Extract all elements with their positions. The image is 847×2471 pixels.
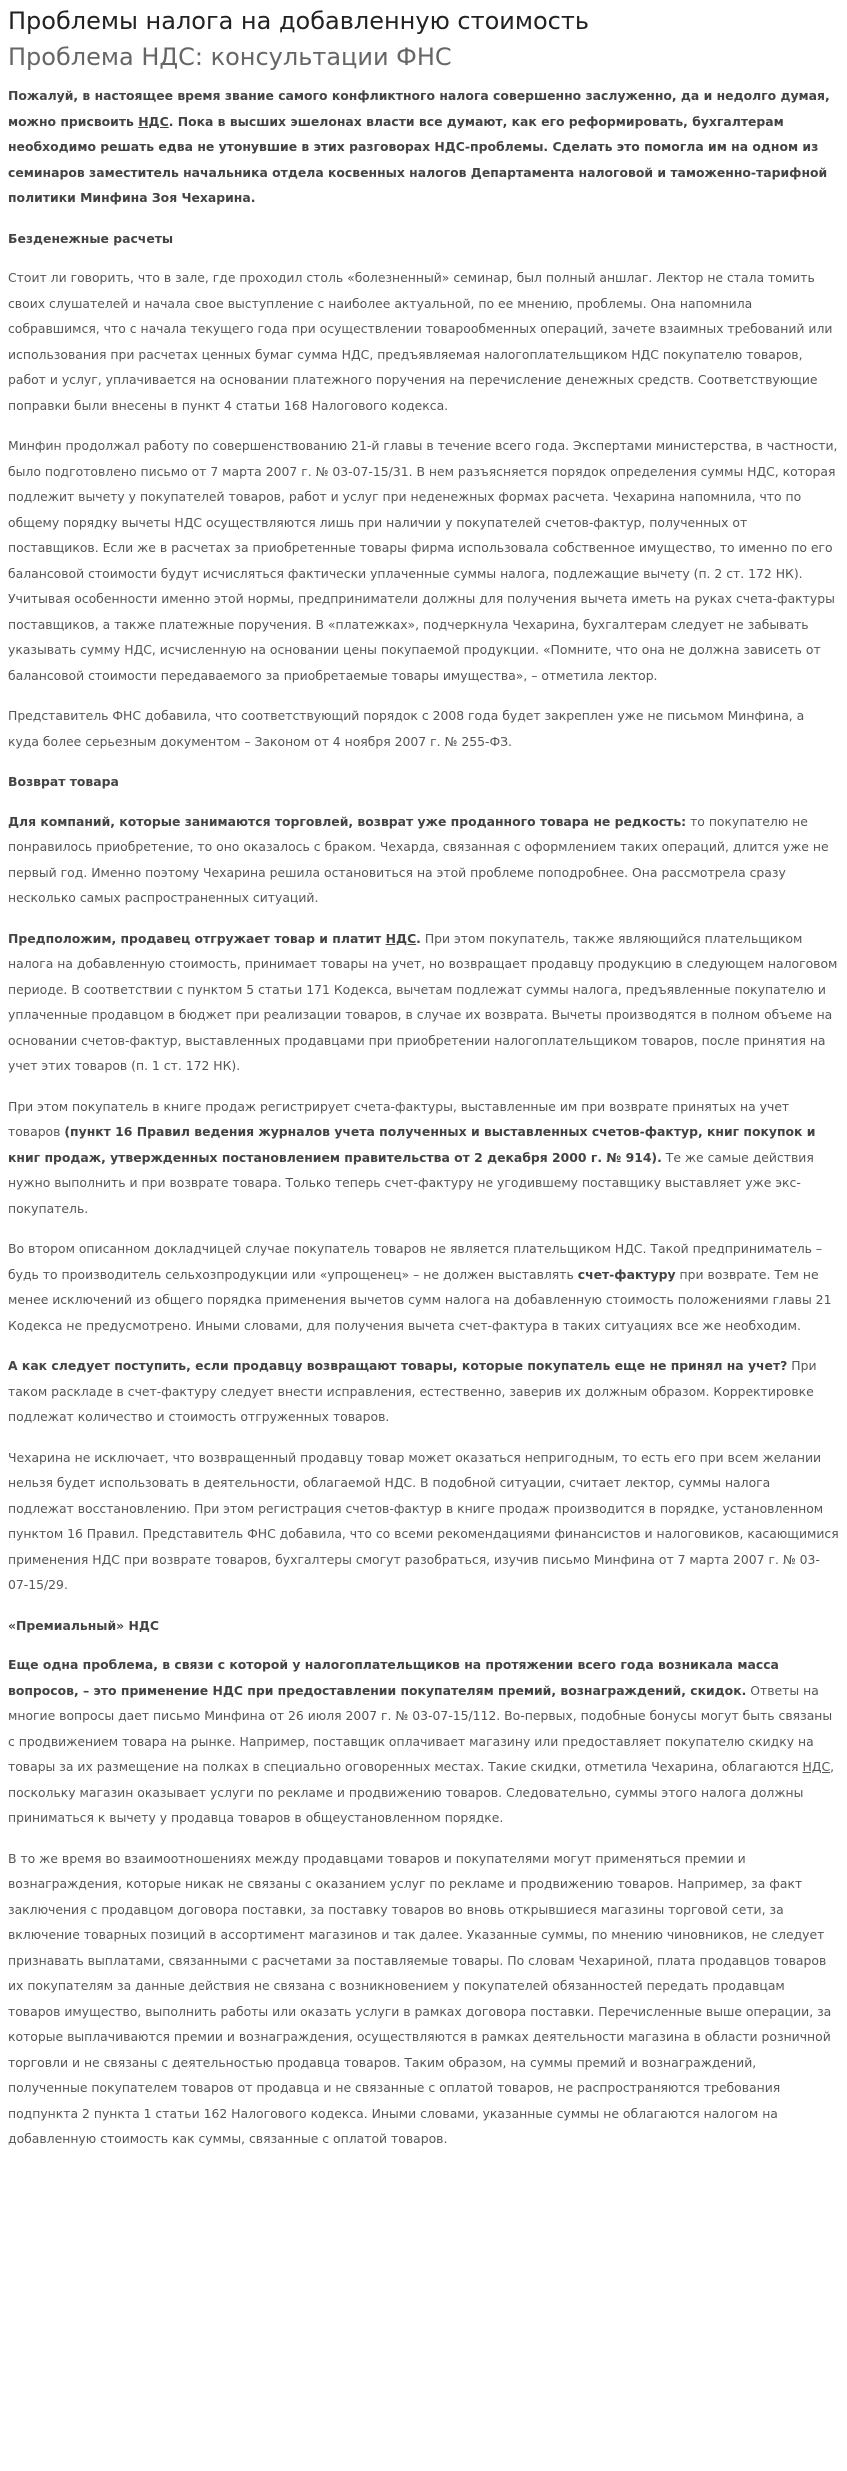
page-title: Проблемы налога на добавленную стоимость (8, 7, 589, 35)
page-subtitle: Проблема НДС: консультации ФНС (8, 43, 452, 71)
section-heading-return: Возврат товара (8, 774, 119, 789)
section-heading-cashless: Безденежные расчеты (8, 230, 174, 246)
paragraph-6-text-1: При этом покупатель в книге продаж регистрирует счета-фактуры, выставленные им при возврате принятых на учет товаров (8, 1098, 790, 1139)
paragraph-7-bold: счет-фактуру (577, 1266, 676, 1282)
paragraph-8 (8, 1353, 839, 1430)
paragraph-1: Стоит ли говорить, что в зале, где проходил столь «болезненный» семинар, был полный аншлаг. Лектор не стала томить своих слушателей и начала свое выступление с наиболее актуальной, по ее мнению, проблемы. Она напомнила собравшимся, что с начала текущего года при осуществлении товарообменных операций, зачете взаимных требований или использования при расчетах ценных бумаг сумма НДС, предъявляемая налогоплательщиком НДС покупателю товаров, работ и услуг, уплачивается на основании платежного поручения на перечисление денежных средств. Соответствующие поправки были внесены в пункт 4 статьи 168 Налогового кодекса. (8, 270, 833, 413)
paragraph-11: В то же время во взаимоотношениях между продавцами товаров и покупателями могут применяться премии и вознаграждения, которые никак не связаны с оказанием услуг по рекламе и продвижению товаров. Например, за факт заключения с продавцом договора поставки, за поставку товаров во вновь открывшиеся магазины торговой сети, за включение товарных позиций в ассортимент магазинов и так далее. Указанные суммы, по мнению чиновников, не следует признавать выплатами, связанными с расчетами за поставляемые товары. По словам Чехариной, плата продавцов товаров их покупателям за данные действия не связана с возникновением у покупателей обязанностей передать продавцам товаров имущество, выполнить работы или оказать услуги в рамках договора поставки. Перечисленные выше операции, за которые выплачиваются премии и вознаграждения, осуществляются в рамках деятельности магазина в области розничной торговли и не связаны с деятельностью продавца товаров. Таким образом, на суммы премий и вознаграждений, полученные покупателем товаров от продавца и не связанные с оплатой товаров, не распространяются требования подпункта 2 пункта 1 статьи 162 Налогового кодекса. Иными словами, указанные суммы не облагаются налогом на добавленную стоимость как суммы, связанные с оплатой товаров. (8, 1850, 832, 2146)
paragraph-8-bold: А как следует поступить, если продавцу возвращают товары, которые покупатель еще не принял на учет? (8, 1358, 788, 1373)
vat-term: НДС (802, 1759, 831, 1774)
lead-paragraph (8, 83, 839, 211)
section-heading-bonus: «Премиальный» НДС (8, 1617, 159, 1633)
paragraph-10 (8, 1652, 839, 1831)
paragraph-6-text-2: Те же самые действия нужно выполнить и при возврате товара. Только теперь счет-фактуру не угодившему поставщику выставляет уже экс-покупатель. (8, 1149, 814, 1216)
paragraph-7-text-2: при возврате. Тем не менее исключений из общего порядка применения вычетов сумм налога на добавленную стоимость положениями главы 21 Кодекса не предусмотрено. Иными словами, для получения вычета счет-фактура в таких ситуациях все же необходим. (8, 1266, 832, 1333)
paragraph-6 (8, 1094, 839, 1222)
paragraph-5-bold-end: . (416, 930, 421, 946)
vat-term: НДС (138, 113, 169, 129)
paragraph-3: Представитель ФНС добавила, что соответствующий порядок с 2008 года будет закреплен уже не письмом Минфина, а куда более серьезным документом – Законом от 4 ноября 2007 г. № 255-ФЗ. (8, 708, 805, 749)
paragraph-9: Чехарина не исключает, что возвращенный продавцу товар может оказаться непригодным, то есть его при всем желании нельзя будет использовать в деятельности, облагаемой НДС. В подобной ситуации, считает лектор, суммы налога подлежат восстановлению. При этом регистрация счетов-фактур в книге продаж производится в порядке, установленном пунктом 16 Правил. Представитель ФНС добавила, что со всеми рекомендациями финансистов и налоговиков, касающимися применения НДС при возврате товаров, бухгалтеры смогут разобраться, изучив письмо Минфина от 7 марта 2007 г. № 03-07-15/29. (8, 1449, 839, 1592)
paragraph-4-text: то покупателю не понравилось приобретение, то оно оказалось с браком. Чехарда, связанная с оформлением таких операций, длится уже не первый год. Именно поэтому Чехарина решила остановиться на этой проблеме поподробнее. Она рассмотрела сразу несколько самых распространенных ситуаций. (8, 813, 829, 905)
lead-text-2: . Пока в высших эшелонах власти все думают, как его реформировать, бухгалтерам необходимо решать едва не утонувшие в этих разговорах НДС-проблемы. Сделать это помогла им на одном из семинаров заместитель начальника отдела косвенных налогов Департамента налоговой и таможенно-тарифной политики Минфина Зоя Чехарина. (8, 113, 828, 205)
paragraph-10-text-1: Ответы на многие вопросы дает письмо Минфина от 26 июля 2007 г. № 03-07-15/112. Во-первых, подобные бонусы могут быть связаны с продвижением товара на рынке. Например, поставщик оплачивает магазину или предоставляет покупателю скидку на товары за их размещение на полках в специально оговоренных местах. Такие скидки, отметила Чехарина, облагаются (8, 1682, 833, 1774)
paragraph-10-text-2: , поскольку магазин оказывает услуги по рекламе и продвижению товаров. Следовательно, суммы этого налога должны приниматься к вычету у продавца товаров в общеустановленном порядке. (8, 1759, 835, 1825)
lead-text-1: Пожалуй, в настоящее время звание самого конфликтного налога совершенно заслуженно, да и недолго думая, можно присвоить (8, 88, 830, 129)
paragraph-5 (8, 926, 839, 1079)
paragraph-2: Минфин продолжал работу по совершенствованию 21-й главы в течение всего года. Экспертами министерства, в частности, было подготовлено письмо от 7 марта 2007 г. № 03-07-15/31. В нем разъясняется порядок определения суммы НДС, которая подлежит вычету у покупателей товаров, работ и услуг при неденежных формах расчета. Чехарина напомнила, что по общему порядку вычеты НДС осуществляются лишь при наличии у покупателей счетов-фактур, полученных от поставщиков. Если же в расчетах за приобретенные товары фирма использовала собственное имущество, то именно по его балансовой стоимости будут исчисляться фактически уплаченные суммы налога, подлежащие вычету (п. 2 ст. 172 НК). Учитывая особенности именно этой нормы, предприниматели должны для получения вычета иметь на руках счета-фактуры поставщиков, а также платежные поручения. В «платежках», подчеркнула Чехарина, бухгалтерам следует не забывать указывать сумму НДС, исчисленную на основании цены покупаемой продукции. «Помните, что она не должна зависеть от балансовой стоимости передаваемого за приобретаемые товары имущества», – отметила лектор. (8, 438, 838, 683)
paragraph-6-bold: (пункт 16 Правил ведения журналов учета полученных и выставленных счетов-фактур, книг покупок и книг продаж, утвержденных постановлением правительства от 2 декабря 2000 г. № 914). (8, 1124, 816, 1165)
vat-term: НДС (385, 930, 417, 946)
paragraph-5-bold: Предположим, продавец отгружает товар и платит (8, 930, 386, 946)
paragraph-5-text: При этом покупатель, также являющийся плательщиком налога на добавленную стоимость, принимает товары на учет, но возвращает продавцу продукцию в следующем налоговом периоде. В соответствии с пунктом 5 статьи 171 Кодекса, вычетам подлежат суммы налога, предъявленные покупателю и уплаченные продавцом в бюджет при реализации товаров, в случае их возврата. Вычеты производятся в полном объеме на основании счетов-фактур, выставленных продавцами при приобретении налогоплательщиком товаров, после принятия на учет этих товаров (п. 1 ст. 172 НК). (8, 930, 838, 1073)
paragraph-7 (8, 1236, 839, 1338)
paragraph-4-bold: Для компаний, которые занимаются торговлей, возврат уже проданного товара не редкость: (8, 813, 687, 829)
paragraph-4 (8, 809, 839, 911)
paragraph-10-bold: Еще одна проблема, в связи с которой у налогоплательщиков на протяжении всего года возникала масса вопросов, – это применение НДС при предоставлении покупателям премий, вознаграждений, скидок. (8, 1657, 779, 1698)
paragraph-8-text: При таком раскладе в счет-фактуру следует внести исправления, естественно, заверив их должным образом. Корректировке подлежат количество и стоимость отгруженных товаров. (8, 1358, 817, 1424)
paragraph-7-text-1: Во втором описанном докладчицей случае покупатель товаров не является плательщиком НДС. Такой предприниматель – будь то производитель сельхозпродукции или «упрощенец» – не должен выставлять (8, 1241, 823, 1282)
